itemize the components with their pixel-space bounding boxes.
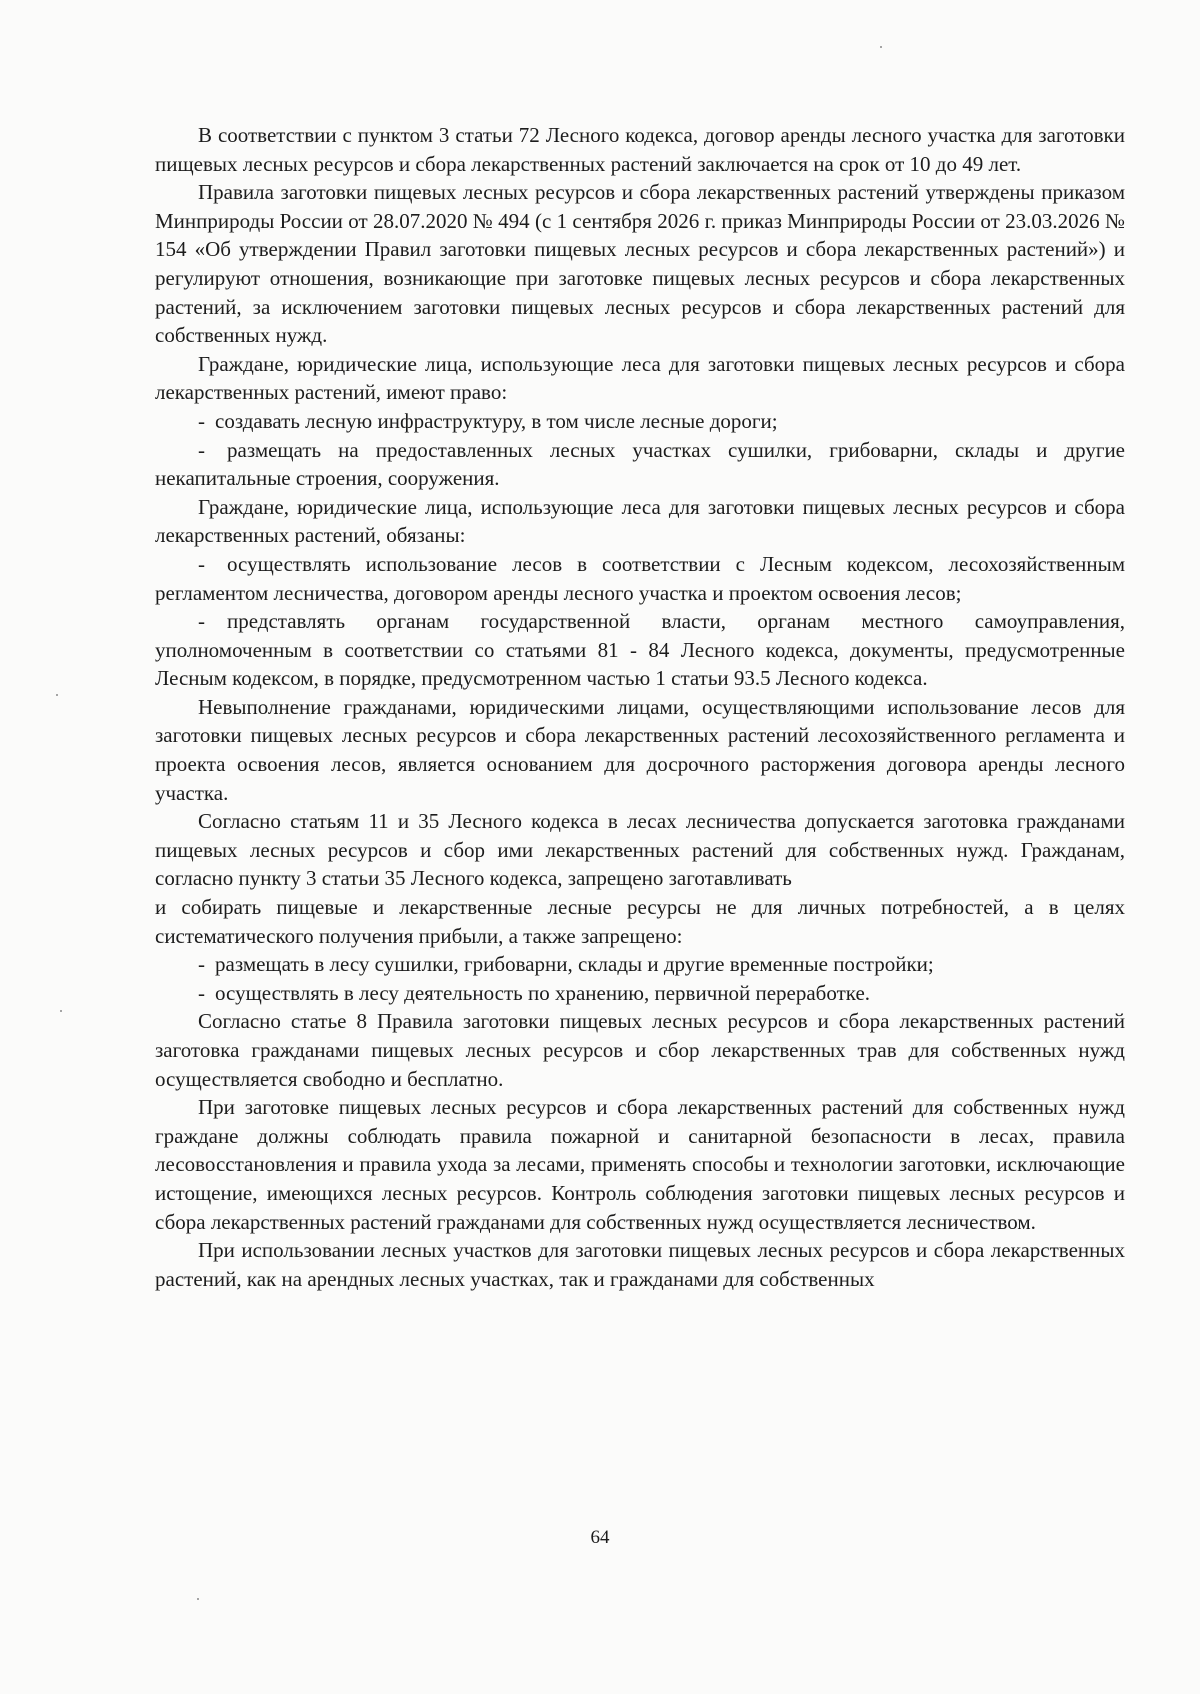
list-dash: - bbox=[198, 980, 205, 1005]
paragraph-rights-intro: Граждане, юридические лица, использующие леса для заготовки пищевых лесных ресурсов и сбора лекарственных растений, имеют право: bbox=[155, 351, 1125, 405]
list-item-duty bbox=[155, 607, 1125, 693]
paragraph-citizens-harvesting: Согласно статьям 11 и 35 Лесного кодекса в лесах лесничества допускается заготовка гражданами пищевых лесных ресурсов и сбор ими лекарственных растений для собственных нужд. Гражданам, согласно пункту 3 статьи 35 Лесного кодекса, запрещено заготавливать bbox=[155, 809, 1125, 891]
paragraph-article-8: Согласно статье 8 Правила заготовки пищевых лесных ресурсов и сбора лекарственных растений заготовка гражданами пищевых лесных ресурсов и сбор лекарственных трав для собственных нужд осуществляется свободно и бесплатно. bbox=[155, 1009, 1125, 1091]
list-item-prohibition bbox=[155, 950, 1125, 979]
list-item-right bbox=[155, 436, 1125, 493]
paragraph-citizens-prohibition: и собирать пищевые и лекарственные лесные ресурсы не для личных потребностей, а в целях систематического получения прибыли, а также запрещено: bbox=[155, 895, 1125, 948]
scan-speck bbox=[197, 1598, 199, 1600]
paragraph-violation: Невыполнение гражданами, юридическими лицами, осуществляющими использование лесов для заготовки пищевых лесных ресурсов и сбора лекарственных растений лесохозяйственного регламента и проекта освоения лесов, является основанием для досрочного расторжения договора аренды лесного участка. bbox=[155, 694, 1125, 805]
document-body bbox=[155, 121, 1125, 1293]
paragraph-lease-term: В соответствии с пунктом 3 статьи 72 Лесного кодекса, договор аренды лесного участка для заготовки пищевых лесных ресурсов и сбора лекарственных растений заключается на срок от 10 до 49 лет. bbox=[155, 123, 1125, 176]
list-item-text: размещать на предоставленных лесных участках сушилки, грибоварни, склады и другие некапитальные строения, сооружения. bbox=[155, 437, 1125, 491]
paragraph-duties-intro: Граждане, юридические лица, использующие леса для заготовки пищевых лесных ресурсов и сбора лекарственных растений, обязаны: bbox=[155, 494, 1125, 548]
list-item-prohibition bbox=[155, 979, 1125, 1008]
list-item-text: создавать лесную инфраструктуру, в том числе лесные дороги; bbox=[215, 408, 778, 433]
list-item-text: размещать в лесу сушилки, грибоварни, склады и другие временные постройки; bbox=[215, 952, 934, 977]
list-dash: - bbox=[198, 609, 205, 634]
list-dash: - bbox=[198, 408, 205, 433]
paragraph-forest-plots-use: При использовании лесных участков для заготовки пищевых лесных ресурсов и сбора лекарственных растений, как на арендных лесных участках, так и гражданами для собственных bbox=[155, 1238, 1125, 1291]
list-item-text: представлять органам государственной власти, органам местного самоуправления, уполномоченным в соответствии со статьями 81 - 84 Лесного кодекса, документы, предусмотренные Лесным кодексом, в порядке, предусмотренном частью 1 статьи 93.5 Лесного кодекса. bbox=[155, 609, 1125, 691]
list-item-duty bbox=[155, 550, 1125, 607]
list-item-text: осуществлять в лесу деятельность по хранению, первичной переработке. bbox=[215, 980, 871, 1005]
scan-speck bbox=[880, 46, 882, 48]
paragraph-rules-approval: Правила заготовки пищевых лесных ресурсов и сбора лекарственных растений утверждены приказом Минприроды России от 28.07.2020 № 494 (с 1 сентября 2026 г. приказ Минприроды России от 23.03.2026 № 154 «Об утверждении Правил заготовки пищевых лесных ресурсов и сбора лекарственных растений») и регулируют отношения, возникающие при заготовке пищевых лесных ресурсов и сбора лекарственных растений, за исключением заготовки пищевых лесных ресурсов и сбора лекарственных растений для собственных нужд. bbox=[155, 180, 1125, 348]
page-number: 64 bbox=[590, 1527, 610, 1548]
list-item-right bbox=[155, 407, 1125, 436]
scan-speck bbox=[56, 694, 58, 696]
scan-speck bbox=[60, 1010, 62, 1012]
list-dash: - bbox=[198, 551, 205, 576]
list-dash: - bbox=[198, 437, 205, 462]
list-dash: - bbox=[198, 952, 205, 977]
list-item-text: осуществлять использование лесов в соответствии с Лесным кодексом, лесохозяйственным регламентом лесничества, договором аренды лесного участка и проектом освоения лесов; bbox=[155, 551, 1125, 605]
paragraph-safety-rules: При заготовке пищевых лесных ресурсов и сбора лекарственных растений для собственных нужд граждане должны соблюдать правила пожарной и санитарной безопасности в лесах, правила лесовосстановления и правила ухода за лесами, применять способы и технологии заготовки, исключающие истощение, имеющихся лесных ресурсов. Контроль соблюдения заготовки пищевых лесных ресурсов и сбора лекарственных растений гражданами для собственных нужд осуществляется лесничеством. bbox=[155, 1095, 1125, 1234]
